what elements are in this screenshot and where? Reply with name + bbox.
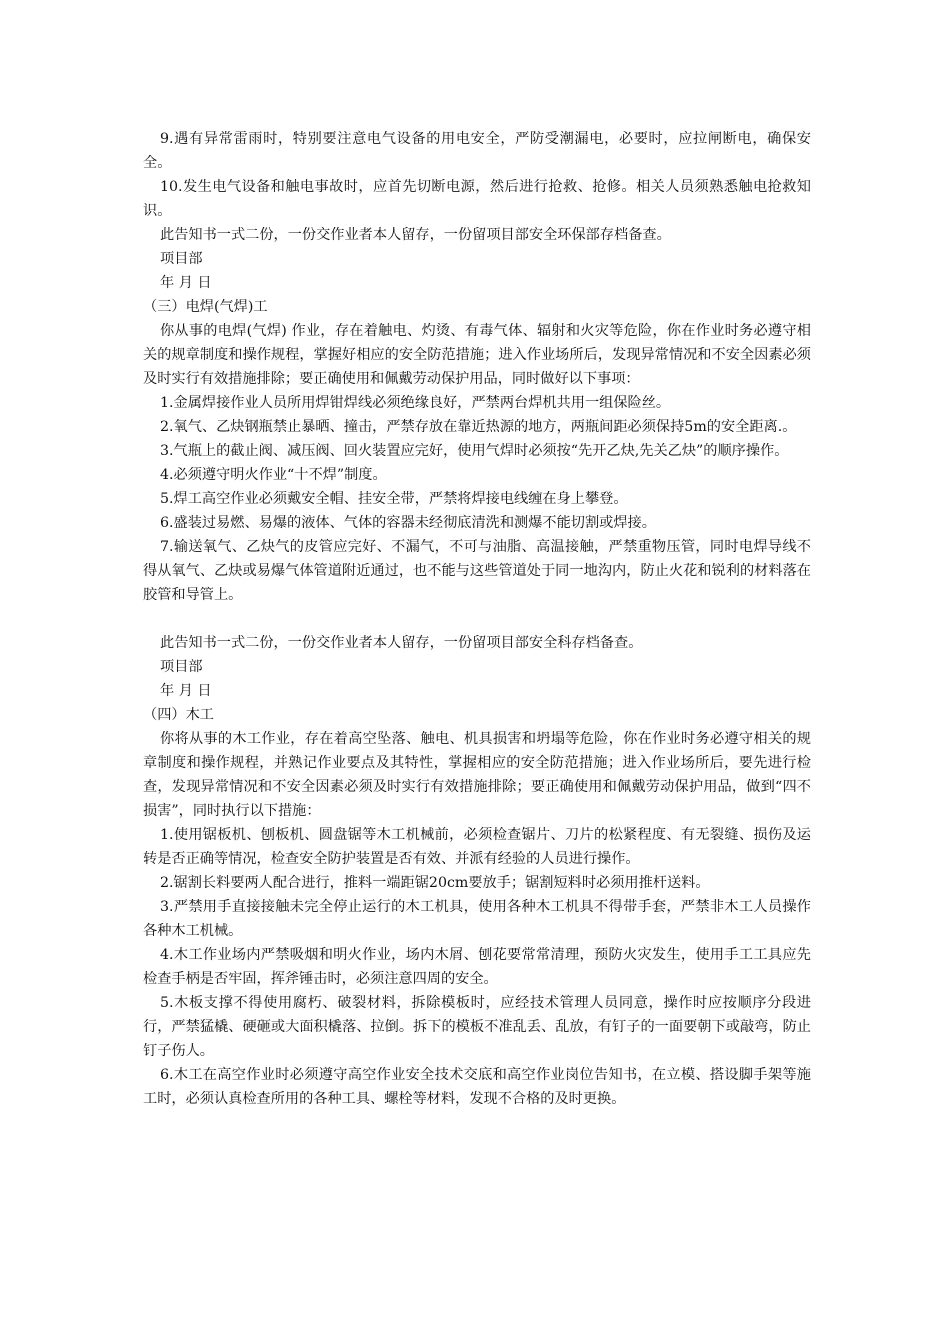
welder-item-2: 2.氧气、乙炔钢瓶禁止暴晒、撞击，严禁存放在靠近热源的地方，两瓶间距必须保持5m的安全距离.。 bbox=[160, 419, 797, 435]
welder-signature: 项目部 bbox=[160, 659, 203, 675]
welder-item-7: 7.输送氧气、乙炔气的皮管应完好、不漏气，不可与油脂、高温接触，严禁重物压管，同时电焊导线不得从氧气、乙炔或易爆气体管道附近通过，也不能与这些管道处于同一地沟内，防止火花和锐利的材料落在胶管和导管上。 bbox=[143, 539, 811, 603]
welder-notice: 此告知书一式二份，一份交作业者本人留存，一份留项目部安全科存档备查。 bbox=[160, 635, 643, 651]
welder-item-3: 3.气瓶上的截止阀、减压阀、回火装置应完好，使用气焊时必须按“先开乙炔,先关乙炔”的顺序操作。 bbox=[160, 443, 789, 459]
carpenter-item-4: 4.木工作业场内严禁吸烟和明火作业，场内木屑、刨花要常常清理，预防火灾发生，使用手工工具应先检查手柄是否牢固，挥斧锤击时，必须注意四周的安全。 bbox=[143, 947, 811, 987]
carpenter-item-6: 6.木工在高空作业时必须遵守高空作业安全技术交底和高空作业岗位告知书，在立模、搭设脚手架等施工时，必须认真检查所用的各种工具、螺栓等材料，发现不合格的及时更换。 bbox=[143, 1067, 811, 1107]
welder-date: 年 月 日 bbox=[160, 683, 212, 699]
carpenter-item-3: 3.严禁用手直接接触未完全停止运行的木工机具，使用各种木工机具不得带手套，严禁非木工人员操作各种木工机械。 bbox=[143, 899, 811, 939]
electrical-item-9: 9.遇有异常雷雨时，特别要注意电气设备的用电安全，严防受潮漏电，必要时，应拉闸断电，确保安全。 bbox=[143, 131, 811, 171]
welder-item-6: 6.盛装过易燃、易爆的液体、气体的容器未经彻底清洗和测爆不能切割或焊接。 bbox=[160, 515, 656, 531]
carpenter-heading: （四）木工 bbox=[143, 707, 214, 723]
welder-intro: 你从事的电焊(气焊) 作业，存在着触电、灼烫、有毒气体、辐射和火灾等危险，你在作业时务必遵守相关的规章制度和操作规程，掌握好相应的安全防范措施；进入作业场所后，发现异常情况和不安全因素必须及时实行有效措施排除；要正确使用和佩戴劳动保护用品，同时做好以下事项： bbox=[143, 323, 811, 387]
welder-item-1: 1.金属焊接作业人员所用焊钳焊线必须绝缘良好，严禁两台焊机共用一组保险丝。 bbox=[160, 395, 671, 411]
electrical-date: 年 月 日 bbox=[160, 275, 212, 291]
welder-item-4: 4.必须遵守明火作业“十不焊”制度。 bbox=[160, 467, 387, 483]
carpenter-item-2: 2.锯割长料要两人配合进行，推料一端距锯20cm要放手；锯割短料时必须用推杆送料。 bbox=[160, 875, 710, 891]
document-page bbox=[143, 127, 811, 1111]
carpenter-item-5: 5.木板支撑不得使用腐朽、破裂材料，拆除模板时，应经技术管理人员同意，操作时应按顺序分段进行，严禁猛橇、硬砸或大面积橇落、拉倒。拆下的模板不准乱丢、乱放，有钉子的一面要朝下或敲弯，防止钉子伤人。 bbox=[143, 995, 811, 1059]
carpenter-item-1: 1.使用锯板机、刨板机、圆盘锯等木工机械前，必须检查锯片、刀片的松紧程度、有无裂缝、损伤及运转是否正确等情况，检查安全防护装置是否有效、并派有经验的人员进行操作。 bbox=[143, 827, 811, 867]
welder-heading: （三）电焊(气焊)工 bbox=[143, 299, 268, 315]
carpenter-intro: 你将从事的木工作业，存在着高空坠落、触电、机具损害和坍塌等危险，你在作业时务必遵守相关的规章制度和操作规程，并熟记作业要点及其特性，掌握相应的安全防范措施；进入作业场所后，要先进行检查，发现异常情况和不安全因素必须及时实行有效措施排除；要正确使用和佩戴劳动保护用品，做到“四不损害”，同时执行以下措施： bbox=[143, 731, 811, 819]
electrical-signature: 项目部 bbox=[160, 251, 203, 267]
blank-line bbox=[143, 607, 811, 631]
electrical-notice: 此告知书一式二份，一份交作业者本人留存，一份留项目部安全环保部存档备查。 bbox=[160, 227, 671, 243]
electrical-item-10: 10.发生电气设备和触电事故时，应首先切断电源，然后进行抢救、抢修。相关人员须熟悉触电抢救知识。 bbox=[143, 179, 811, 219]
welder-item-5: 5.焊工高空作业必须戴安全帽、挂安全带，严禁将焊接电线缠在身上攀登。 bbox=[160, 491, 628, 507]
